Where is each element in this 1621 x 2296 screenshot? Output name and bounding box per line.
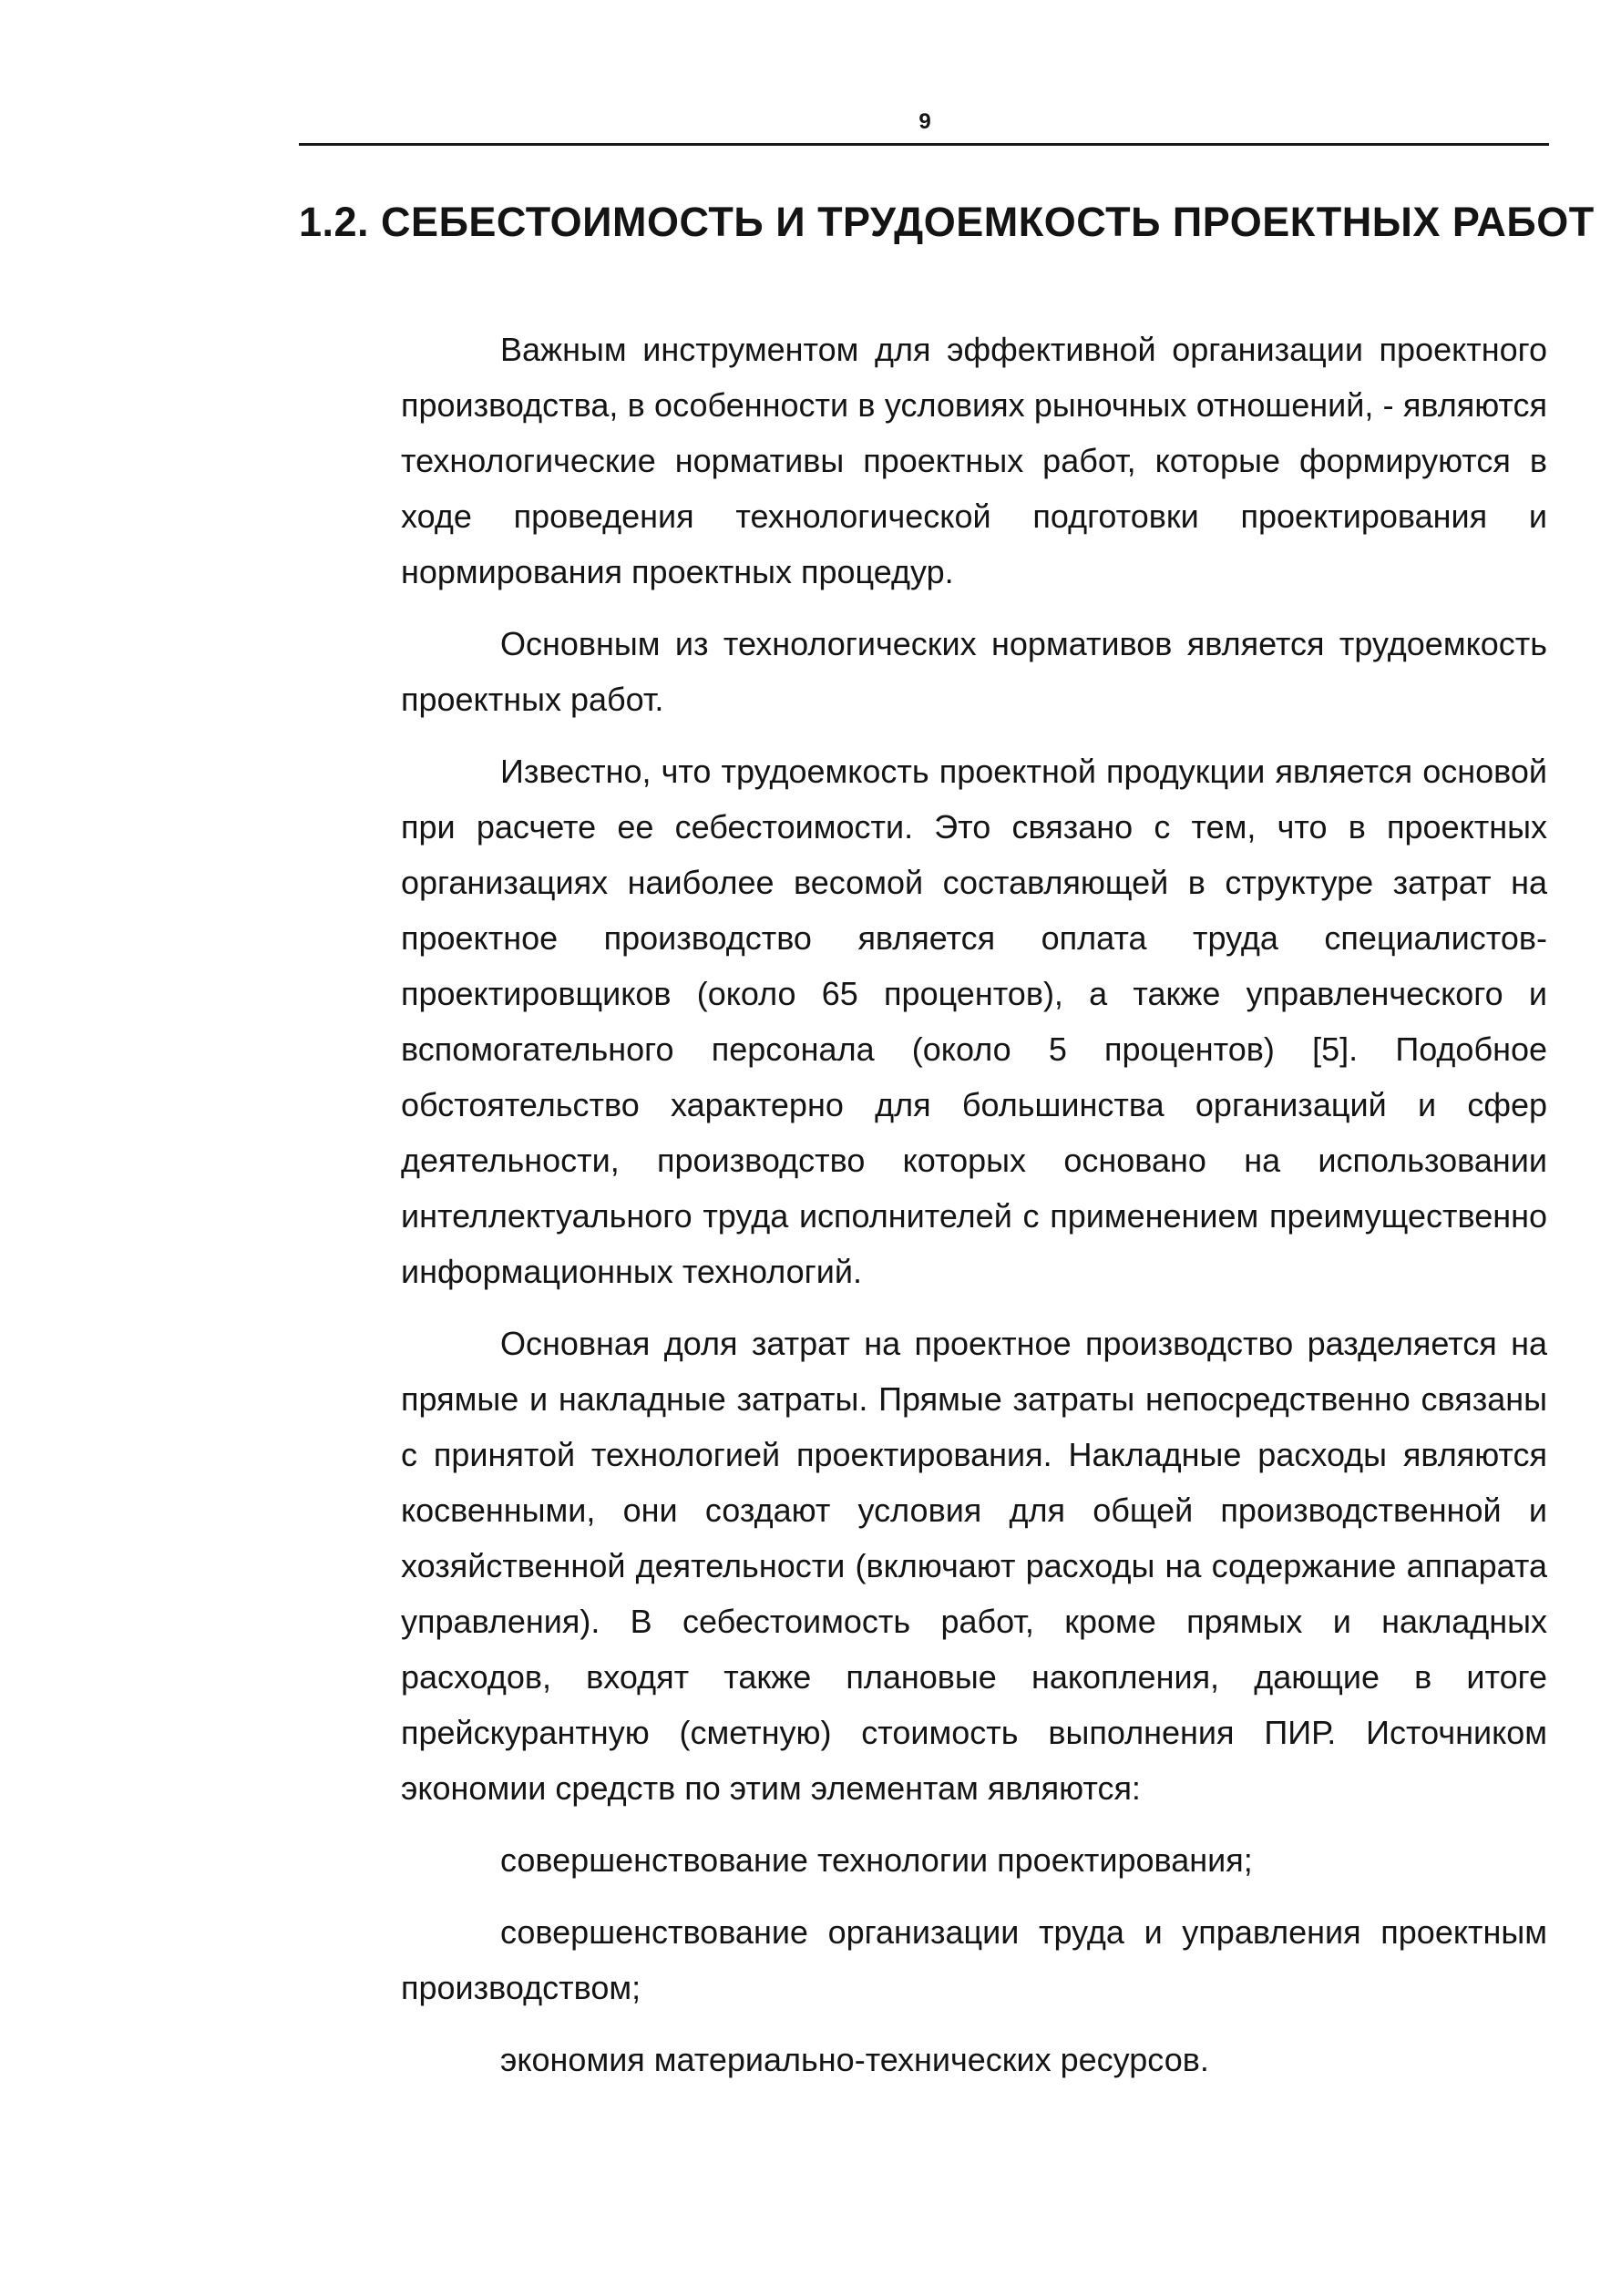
list-item-3: экономия материально-технических ресурсов. [500,2041,1209,2078]
paragraph-1: Важным инструментом для эффективной организации проектного производства, в особенности в условиях рыночных отношений, - являются технологические нормативы проектных работ, которые формируются в ходе проведения технологической подготовки проектирования и нормирования проектных процедур. [401,331,1547,590]
section-heading: 1.2. СЕБЕСТОИМОСТЬ И ТРУДОЕМКОСТЬ ПРОЕКТНЫХ РАБОТ [299,199,1595,245]
paragraph-3: Известно, что трудоемкость проектной продукции является основой при расчете ее себестоимости. Это связано с тем, что в проектных организациях наиболее весомой составляющей в структуре затрат на проектное производство является оплата труда специалистов-проектировщиков (около 65 процентов), а также управленческого и вспомогательного персонала (около 5 процентов) [5]. Подобное обстоятельство характерно для большинства организаций и сфер деятельности, производство которых основано на использовании интеллектуального труда исполнителей с применением преимущественно информационных технологий. [401,753,1547,1290]
paragraph-4: Основная доля затрат на проектное производство разделяется на прямые и накладные затраты. Прямые затраты непосредственно связаны с принятой технологией проектирования. Накладные расходы являются косвенными, они создают условия для общей производственной и хозяйственной деятельности (включают расходы на содержание аппарата управления). В себестоимость работ, кроме прямых и накладных расходов, входят также плановые накопления, дающие в итоге прейскурантную (сметную) стоимость выполнения ПИР. Источником экономии средств по этим элементам являются: [401,1325,1547,1807]
page-number: 9 [918,109,931,134]
header-rule [299,143,1549,146]
list-item-1: совершенствование технологии проектирования; [500,1841,1253,1879]
body-text [401,322,1547,2087]
list-item-2: совершенствование организации труда и управления проектным производством; [401,1913,1547,2006]
paragraph-2: Основным из технологических нормативов является трудоемкость проектных работ. [401,625,1547,718]
